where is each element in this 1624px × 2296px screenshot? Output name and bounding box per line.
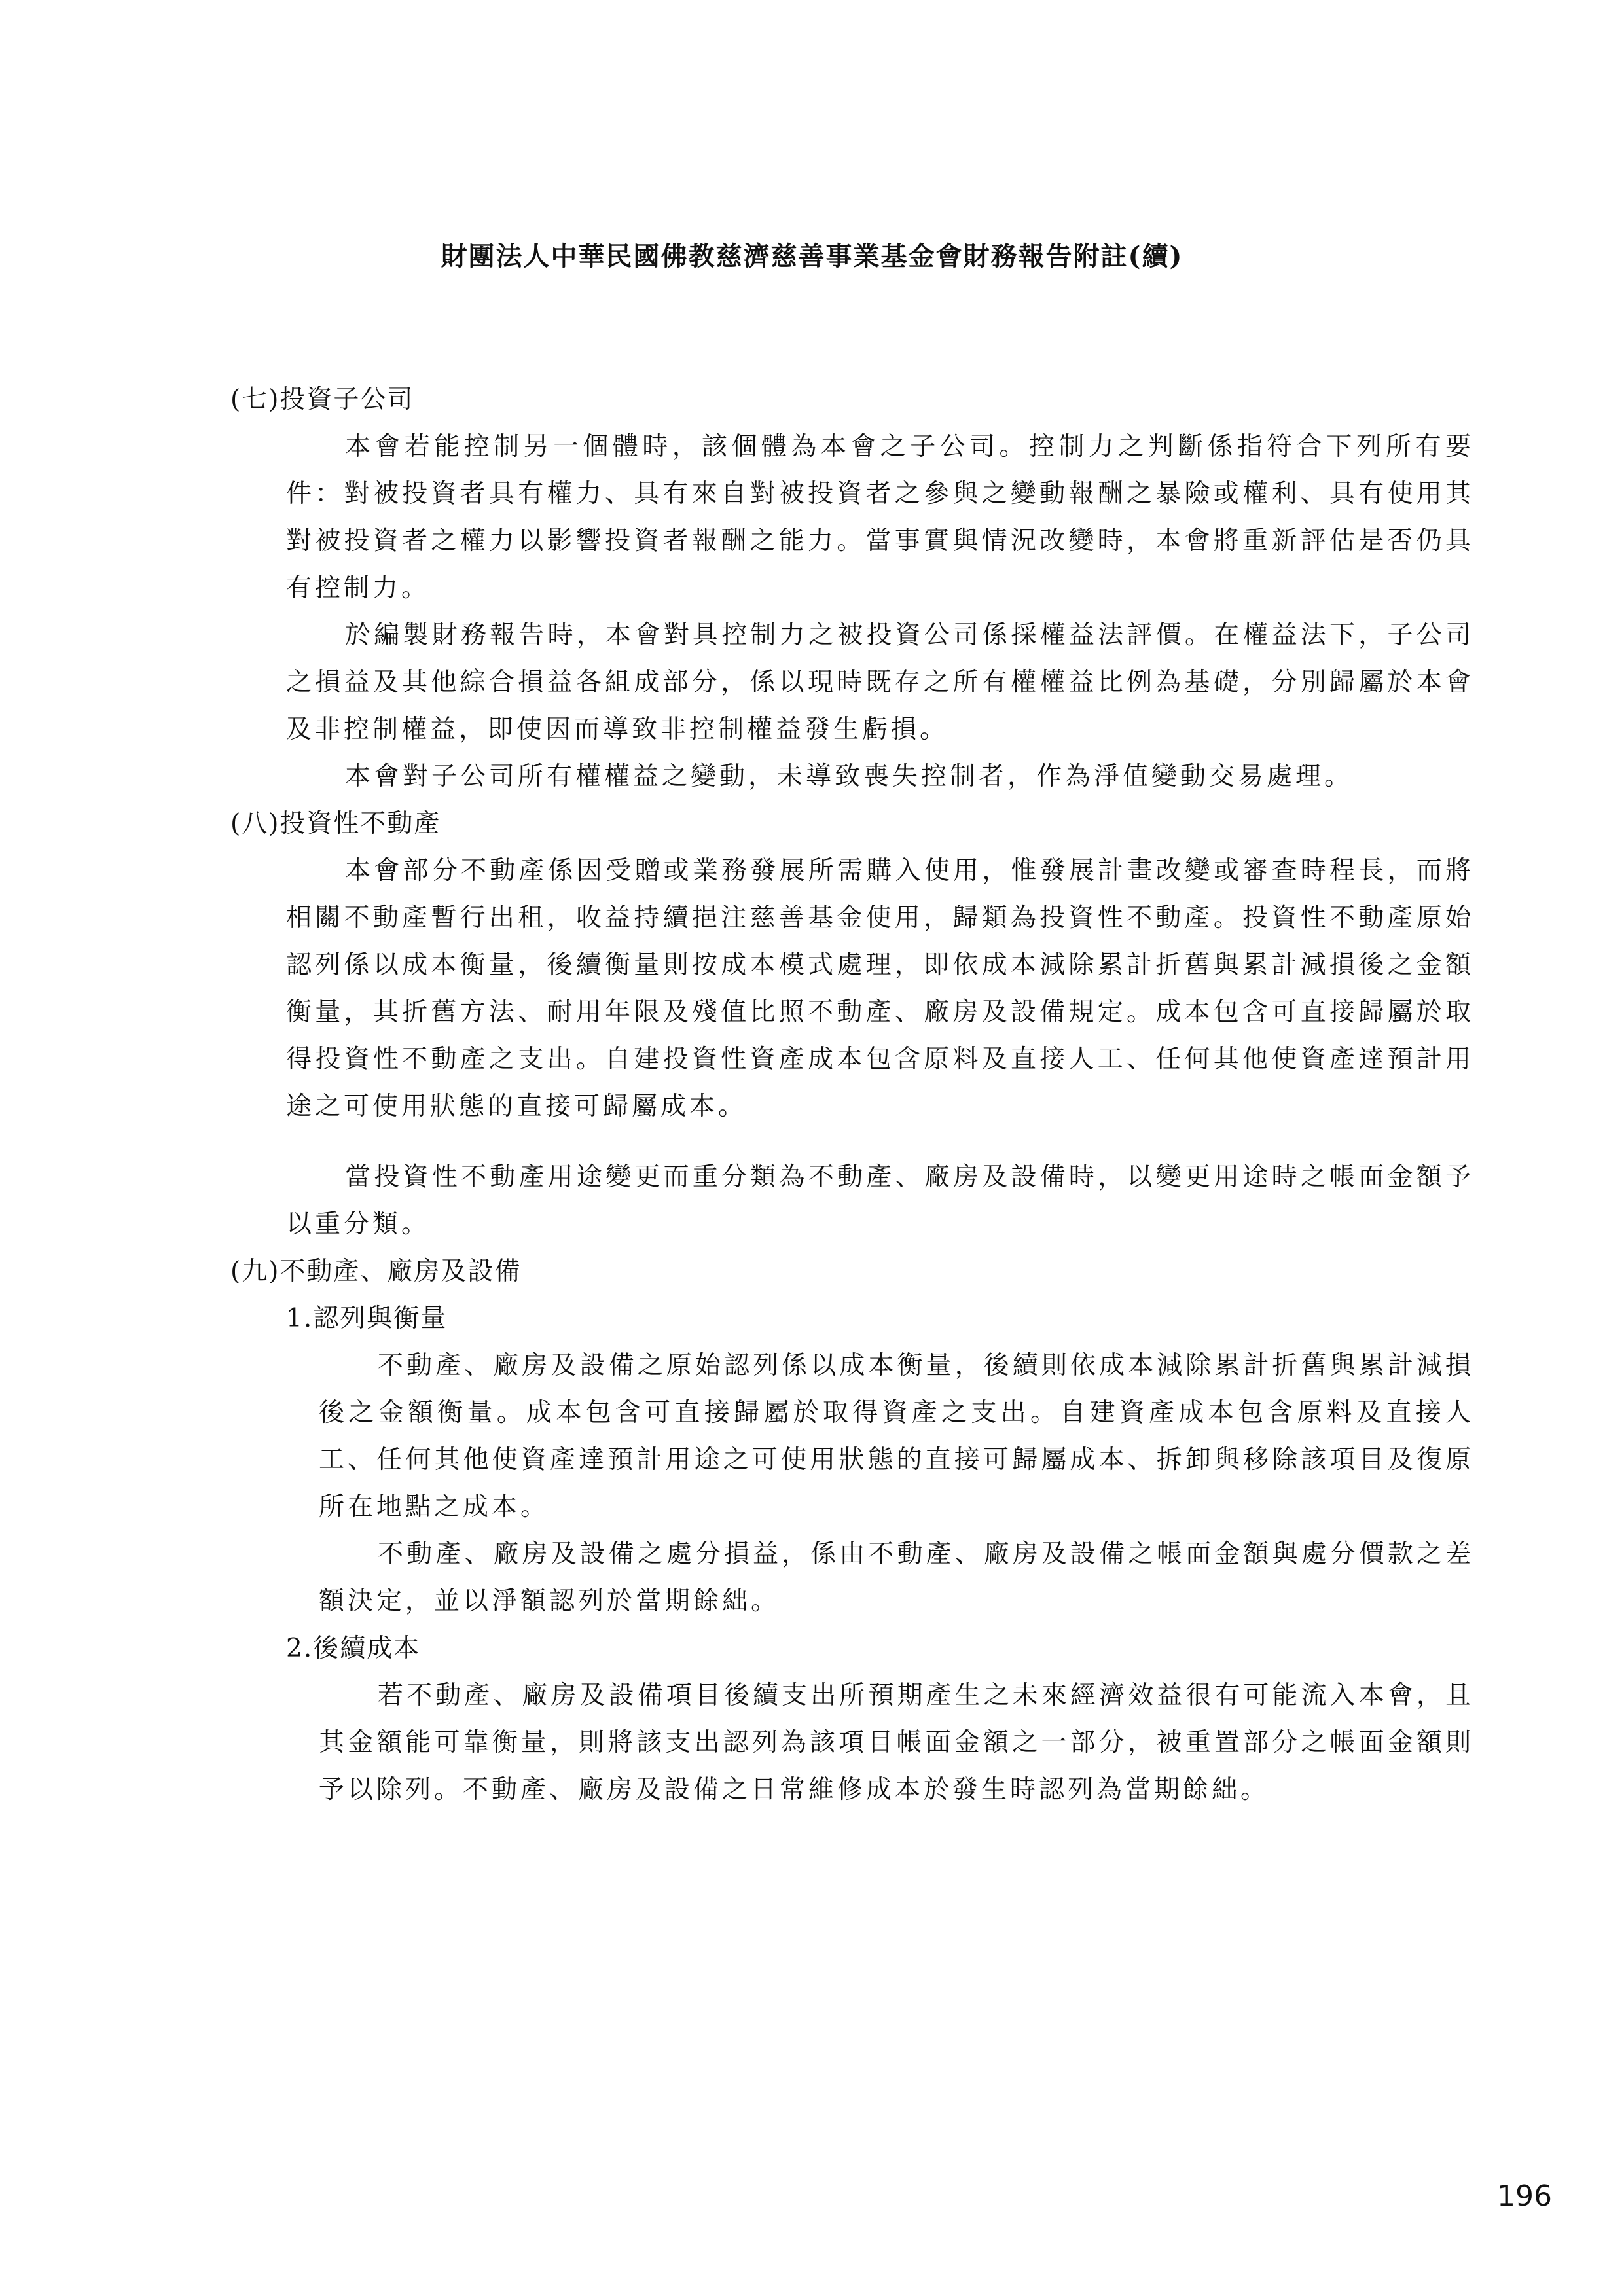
section-heading-property-plant-equipment: (九)不動產、廠房及設備 [230,1257,522,1286]
paragraph: 當投資性不動產用途變更而重分類為不動產、廠房及設備時，以變更用途時之帳面金額予以重分類。 [286,1162,1474,1239]
subsection-heading-recognition-measurement: 1.認列與衡量 [286,1304,448,1333]
subsection-heading-subsequent-cost: 2.後續成本 [286,1634,421,1663]
spacer [230,1130,1474,1154]
paragraph: 本會若能控制另一個體時，該個體為本會之子公司。控制力之判斷係指符合下列所有要件：對被投資者具有權力、具有來自對被投資者之參與之變動報酬之暴險或權利、具有使用其對被投資者之權力以影響投資者報酬之能力。當事實與情況改變時，本會將重新評估是否仍具有控制力。 [286,432,1474,603]
notes-body [230,376,1474,1814]
page-number: 196 [1497,2179,1552,2213]
paragraph: 本會部分不動產係因受贈或業務發展所需購入使用，惟發展計畫改變或審查時程長，而將相關不動產暫行出租，收益持續挹注慈善基金使用，歸類為投資性不動產。投資性不動產原始認列係以成本衡量，後續衡量則按成本模式處理，即依成本減除累計折舊與累計減損後之金額衡量，其折舊方法、耐用年限及殘值比照不動產、廠房及設備規定。成本包含可直接歸屬於取得投資性不動產之支出。自建投資性資產成本包含原料及直接人工、任何其他使資產達預計用途之可使用狀態的直接可歸屬成本。 [286,856,1474,1121]
paragraph: 於編製財務報告時，本會對具控制力之被投資公司係採權益法評價。在權益法下，子公司之損益及其他綜合損益各組成部分，係以現時既存之所有權權益比例為基礎，分別歸屬於本會及非控制權益，即使因而導致非控制權益發生虧損。 [286,620,1474,744]
paragraph: 若不動產、廠房及設備項目後續支出所預期產生之未來經濟效益很有可能流入本會，且其金額能可靠衡量，則將該支出認列為該項目帳面金額之一部分，被重置部分之帳面金額則予以除列。不動產、廠房及設備之日常維修成本於發生時認列為當期餘絀。 [319,1681,1474,1804]
paragraph: 不動產、廠房及設備之原始認列係以成本衡量，後續則依成本減除累計折舊與累計減損後之金額衡量。成本包含可直接歸屬於取得資產之支出。自建資產成本包含原料及直接人工、任何其他使資產達預計用途之可使用狀態的直接可歸屬成本、拆卸與移除該項目及復原所在地點之成本。 [319,1351,1474,1522]
section-heading-investment-property: (八)投資性不動產 [230,809,441,838]
section-heading-investment-subsidiaries: (七)投資子公司 [230,385,414,414]
paragraph: 不動產、廠房及設備之處分損益，係由不動產、廠房及設備之帳面金額與處分價款之差額決定，並以淨額認列於當期餘絀。 [319,1539,1474,1616]
document-title: 財團法人中華民國佛教慈濟慈善事業基金會財務報告附註(續) [441,241,1183,272]
paragraph: 本會對子公司所有權權益之變動，未導致喪失控制者，作為淨值變動交易處理。 [345,762,1354,791]
